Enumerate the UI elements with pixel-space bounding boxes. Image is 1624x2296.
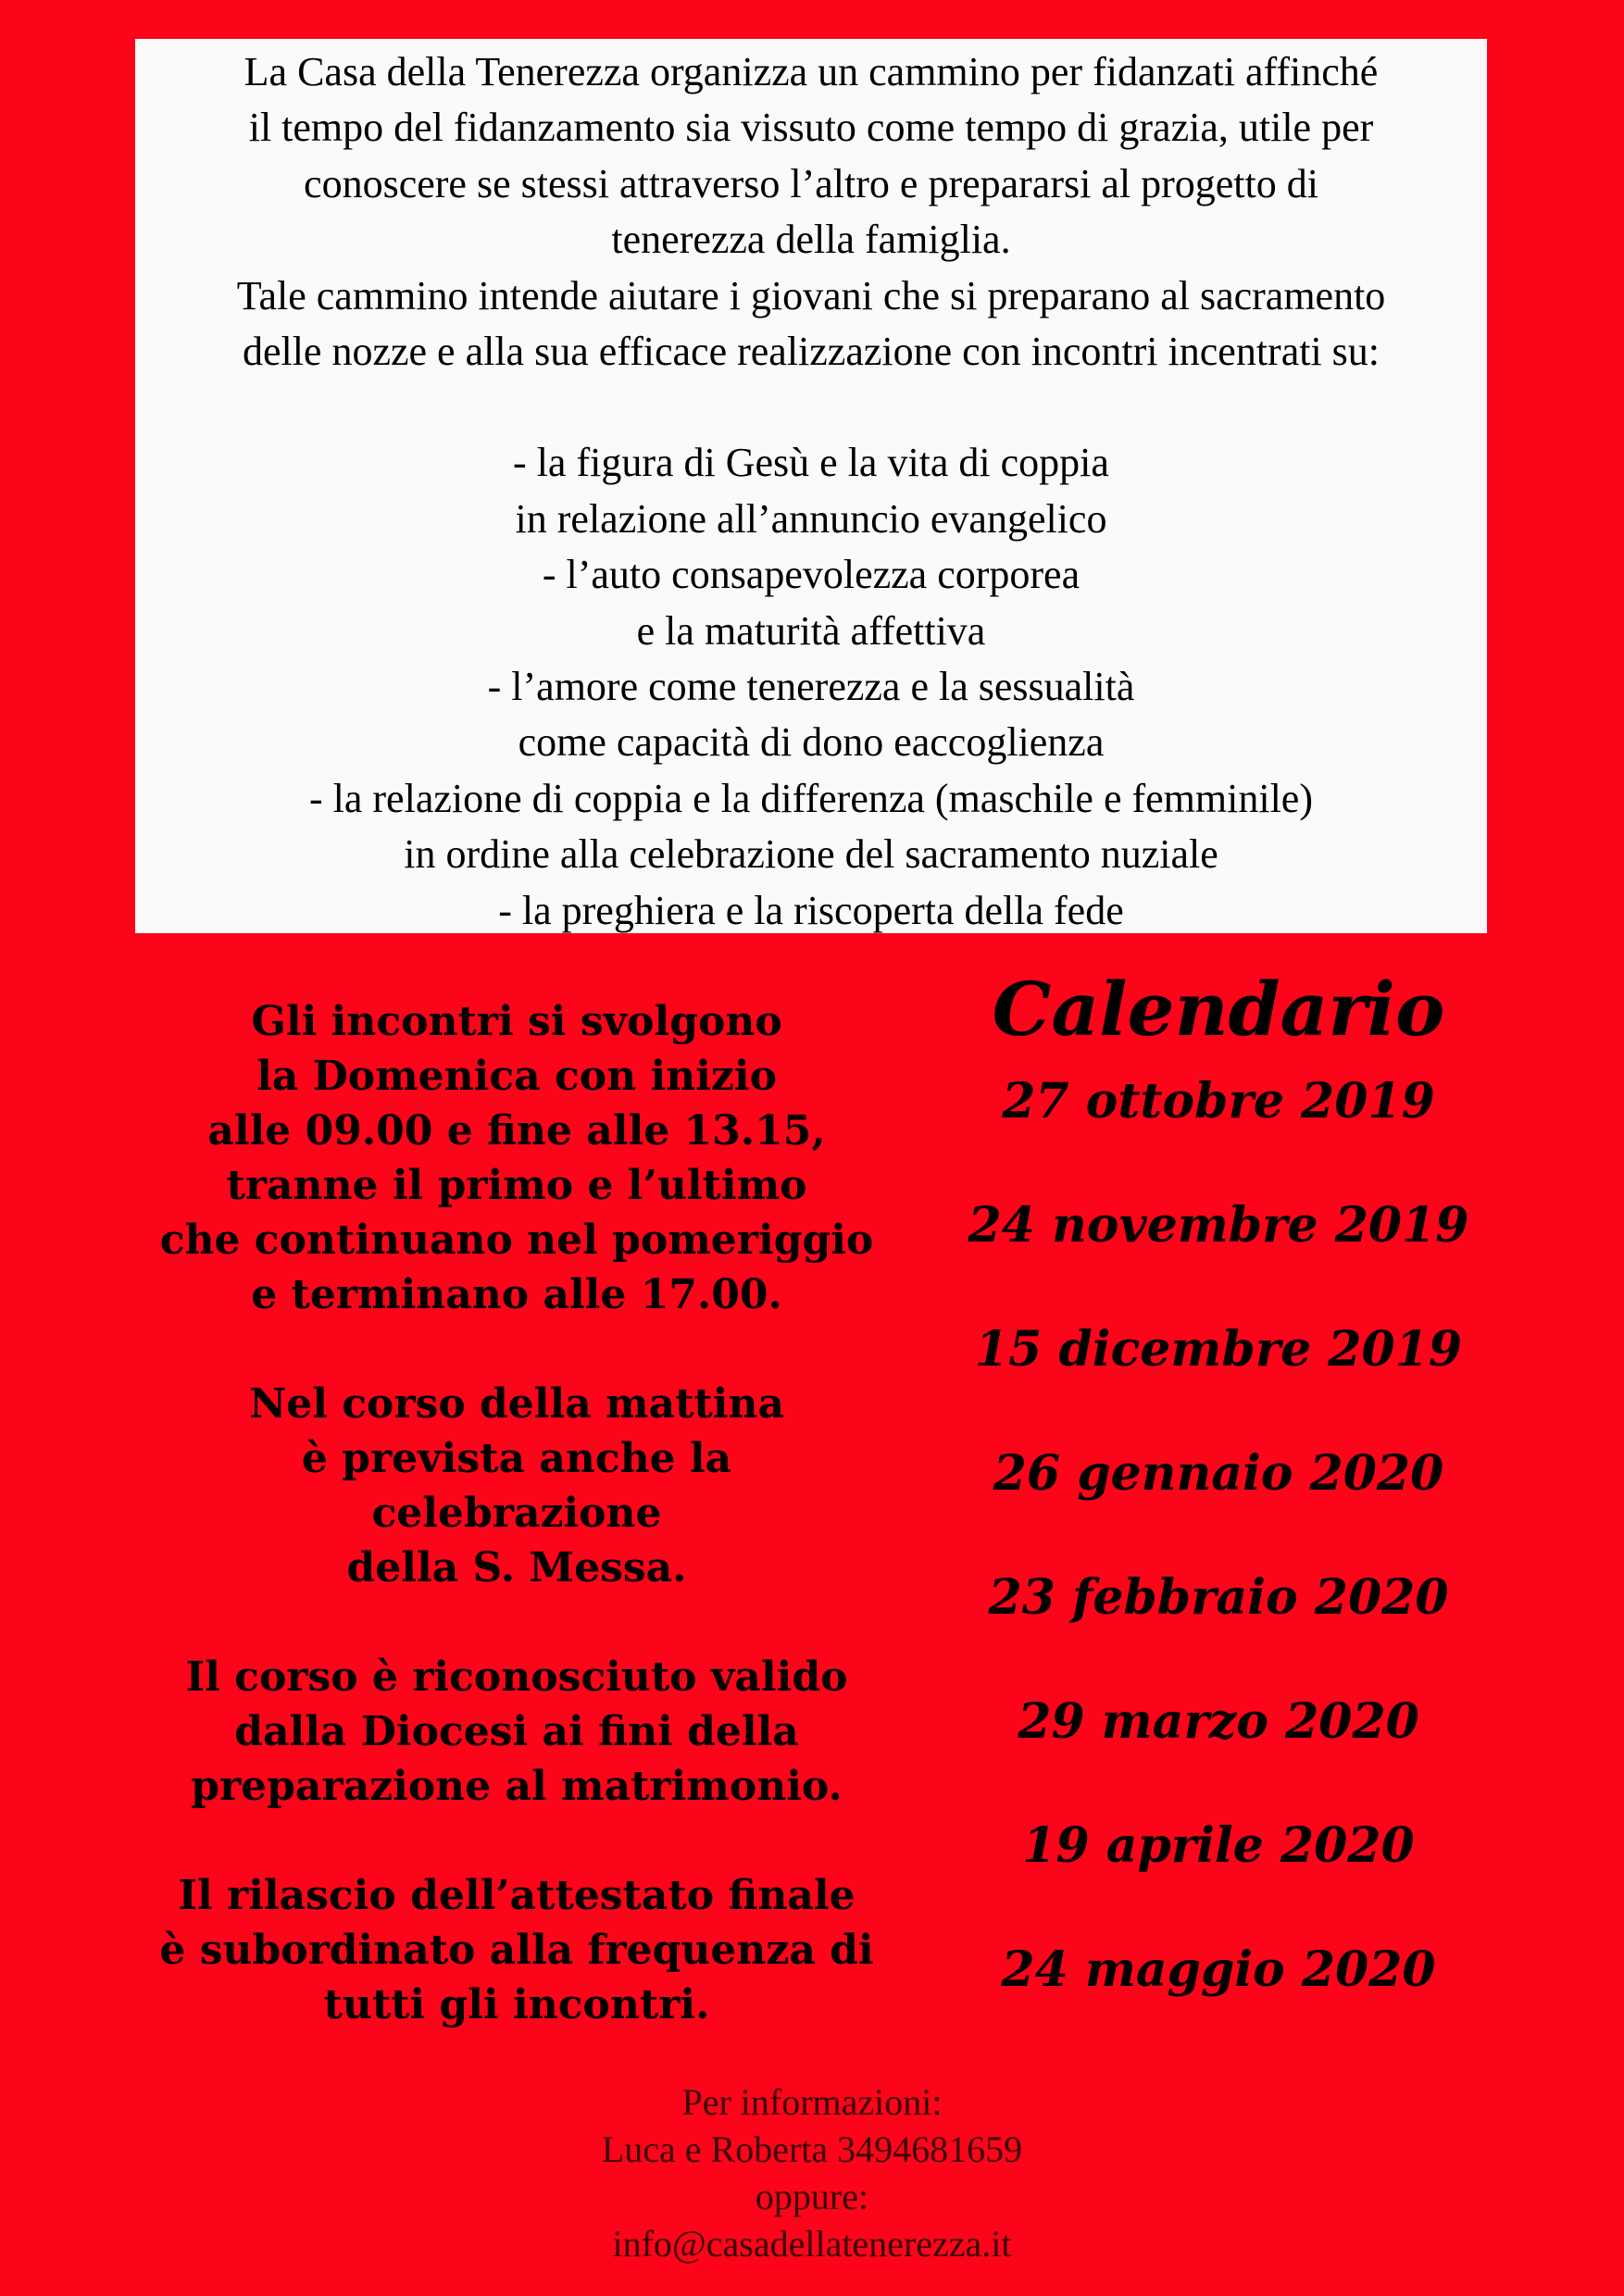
calendar-title: Calendario <box>992 966 1445 1053</box>
info-line: Nel corso della mattina <box>249 1380 784 1428</box>
calendar-date: 19 aprile 2020 <box>1022 1817 1415 1874</box>
intro-spacer <box>135 380 1487 435</box>
info-line: e terminano alle 17.00. <box>251 1271 782 1318</box>
info-line: celebrazione <box>371 1490 662 1537</box>
topic-line: - la relazione di coppia e la differenza (maschile e femminile) <box>309 775 1313 821</box>
intro-line: Tale cammino intende aiutare i giovani che si preparano al sacramento <box>236 272 1386 318</box>
topic-list <box>135 435 1487 939</box>
calendar-date: 24 novembre 2019 <box>968 1197 1469 1254</box>
info-line: la Domenica con inizio <box>256 1053 777 1100</box>
topic-line: in ordine alla celebrazione del sacramento nuziale <box>404 831 1218 878</box>
info-column <box>102 994 931 2032</box>
calendar-column <box>941 963 1496 2066</box>
contact-phone: Luca e Roberta 3494681659 <box>601 2128 1023 2170</box>
topic-line: in relazione all’annuncio evangelico <box>515 495 1107 542</box>
intro-line: delle nozze e alla sua efficace realizzazione con incontri incentrati su: <box>242 329 1380 375</box>
calendar-date-list <box>941 1074 1496 1998</box>
intro-box <box>135 39 1487 933</box>
intro-paragraph <box>135 44 1487 380</box>
topic-line: - la preghiera e la riscoperta della fede <box>498 887 1124 933</box>
info-line: tranne il primo e l’ultimo <box>226 1162 807 1209</box>
recognition-info <box>102 1650 931 1814</box>
info-line: Il rilascio dell’attestato finale <box>178 1872 856 1919</box>
info-line: della S. Messa. <box>346 1544 687 1591</box>
contact-heading: Per informazioni: <box>681 2081 943 2123</box>
certificate-info <box>102 1868 931 2032</box>
intro-line: il tempo del fidanzamento sia vissuto come tempo di grazia, utile per <box>248 105 1374 151</box>
schedule-info <box>102 994 931 1322</box>
info-line: Il corso è riconosciuto valido <box>185 1653 848 1701</box>
info-line: che continuano nel pomeriggio <box>159 1217 874 1264</box>
topic-line: come capacità di dono eaccoglienza <box>518 719 1105 766</box>
contact-email: info@casadellatenerezza.it <box>612 2223 1012 2265</box>
info-line: Gli incontri si svolgono <box>251 998 782 1045</box>
topic-line: - la figura di Gesù e la vita di coppia <box>513 440 1109 486</box>
calendar-date: 23 febbraio 2020 <box>988 1569 1449 1626</box>
intro-line: conoscere se stessi attraverso l’altro e prepararsi al progetto di <box>304 160 1318 206</box>
topic-line: - l’amore come tenerezza e la sessualità <box>487 664 1135 710</box>
contact-block <box>442 2078 1182 2267</box>
topic-line: - l’auto consapevolezza corporea <box>542 552 1081 598</box>
contact-or: oppure: <box>755 2176 869 2217</box>
info-line: dalla Diocesi ai fini della <box>234 1708 799 1755</box>
info-line: tutti gli incontri. <box>323 1981 710 2028</box>
intro-line: La Casa della Tenerezza organizza un cammino per fidanzati affinché <box>244 49 1379 94</box>
topic-line: e la maturità affettiva <box>636 607 986 654</box>
calendar-date: 24 maggio 2020 <box>1001 1941 1436 1998</box>
info-line: è prevista anche la <box>301 1435 732 1482</box>
calendar-date: 29 marzo 2020 <box>1018 1693 1419 1750</box>
calendar-date: 26 gennaio 2020 <box>993 1445 1444 1502</box>
mass-info <box>102 1377 931 1595</box>
intro-line: tenerezza della famiglia. <box>611 217 1011 263</box>
info-line: preparazione al matrimonio. <box>191 1763 843 1810</box>
calendar-date: 27 ottobre 2019 <box>1002 1073 1435 1129</box>
info-line: è subordinato alla frequenza di <box>159 1927 874 1974</box>
calendar-date: 15 dicembre 2019 <box>974 1321 1463 1378</box>
info-line: alle 09.00 e fine alle 13.15, <box>207 1107 826 1154</box>
